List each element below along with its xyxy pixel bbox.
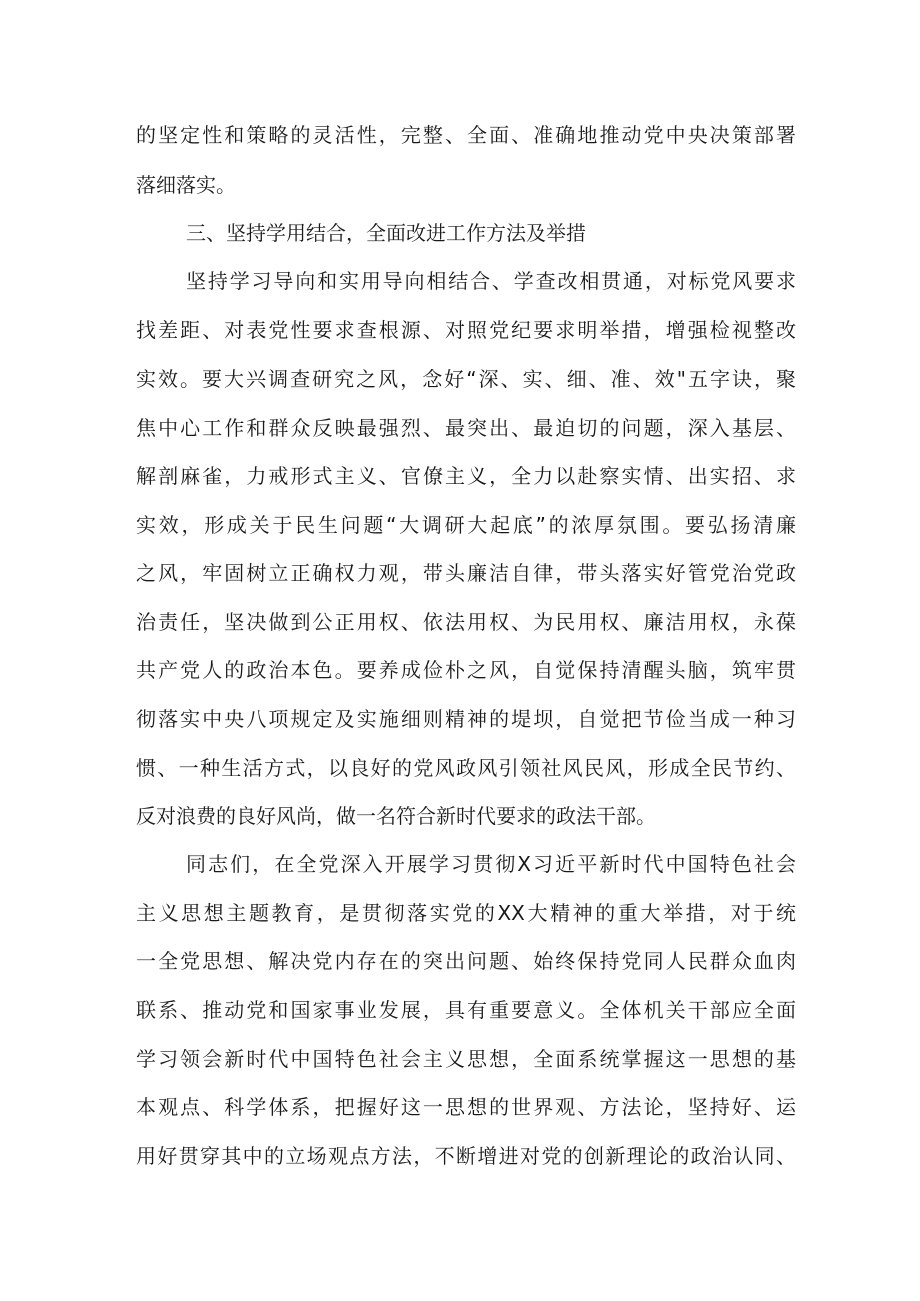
paragraph-line: 一全党思想、解决党内存在的突出问题、始终保持党同人民群众血肉 (136, 949, 796, 973)
paragraph-line: 主义思想主题教育，是贯彻落实党的XX大精神的重大举措，对于统 (136, 901, 796, 925)
paragraph-line: 惯、一种生活方式，以良好的党风政风引领社风民风，形成全民节约、 (136, 756, 796, 780)
paragraph-line: 的坚定性和策略的灵活性，完整、全面、准确地推动党中央决策部署 (136, 123, 796, 147)
paragraph-line: 学习领会新时代中国特色社会主义思想，全面系统掌握这一思想的基 (136, 1047, 796, 1071)
paragraph-line: 坚持学习导向和实用导向相结合、学查改相贯通，对标党风要求 (186, 269, 796, 293)
paragraph-line: 解剖麻雀，力戒形式主义、官僚主义，全力以赴察实情、出实招、求 (136, 464, 796, 488)
paragraph-line: 反对浪费的良好风尚，做一名符合新时代要求的政法干部。 (136, 804, 656, 828)
paragraph-line: 治责任，坚决做到公正用权、依法用权、为民用权、廉洁用权，永葆 (136, 610, 796, 634)
paragraph-line: 实效，形成关于民生问题“大调研大起底”的浓厚氛围。要弘扬清廉 (136, 513, 796, 537)
paragraph-line: 落细落实。 (136, 173, 236, 197)
paragraph-line: 同志们，在全党深入开展学习贯彻X习近平新时代中国特色社会 (186, 852, 796, 876)
paragraph-line: 实效。要大兴调查研究之风，念好“深、实、细、准、效"五字诀，聚 (136, 367, 796, 391)
paragraph-line: 彻落实中央八项规定及实施细则精神的堤坝，自觉把节俭当成一种习 (136, 707, 796, 731)
section-heading: 三、坚持学用结合，全面改进工作方法及举措 (186, 221, 586, 245)
paragraph-line: 之风，牢固树立正确权力观，带头廉洁自律，带头落实好管党治党政 (136, 561, 796, 585)
paragraph-line: 焦中心工作和群众反映最强烈、最突出、最迫切的问题，深入基层、 (136, 416, 796, 440)
paragraph-line: 找差距、对表党性要求查根源、对照党纪要求明举措，增强检视整改 (136, 318, 796, 342)
paragraph-line: 联系、推动党和国家事业发展，具有重要意义。全体机关干部应全面 (136, 998, 796, 1022)
paragraph-line: 共产党人的政治本色。要养成俭朴之风，自觉保持清醒头脑，筑牢贯 (136, 658, 796, 682)
paragraph-line: 用好贯穿其中的立场观点方法，不断增进对党的创新理论的政治认同、 (136, 1144, 796, 1168)
paragraph-line: 本观点、科学体系，把握好这一思想的世界观、方法论，坚持好、运 (136, 1095, 796, 1119)
